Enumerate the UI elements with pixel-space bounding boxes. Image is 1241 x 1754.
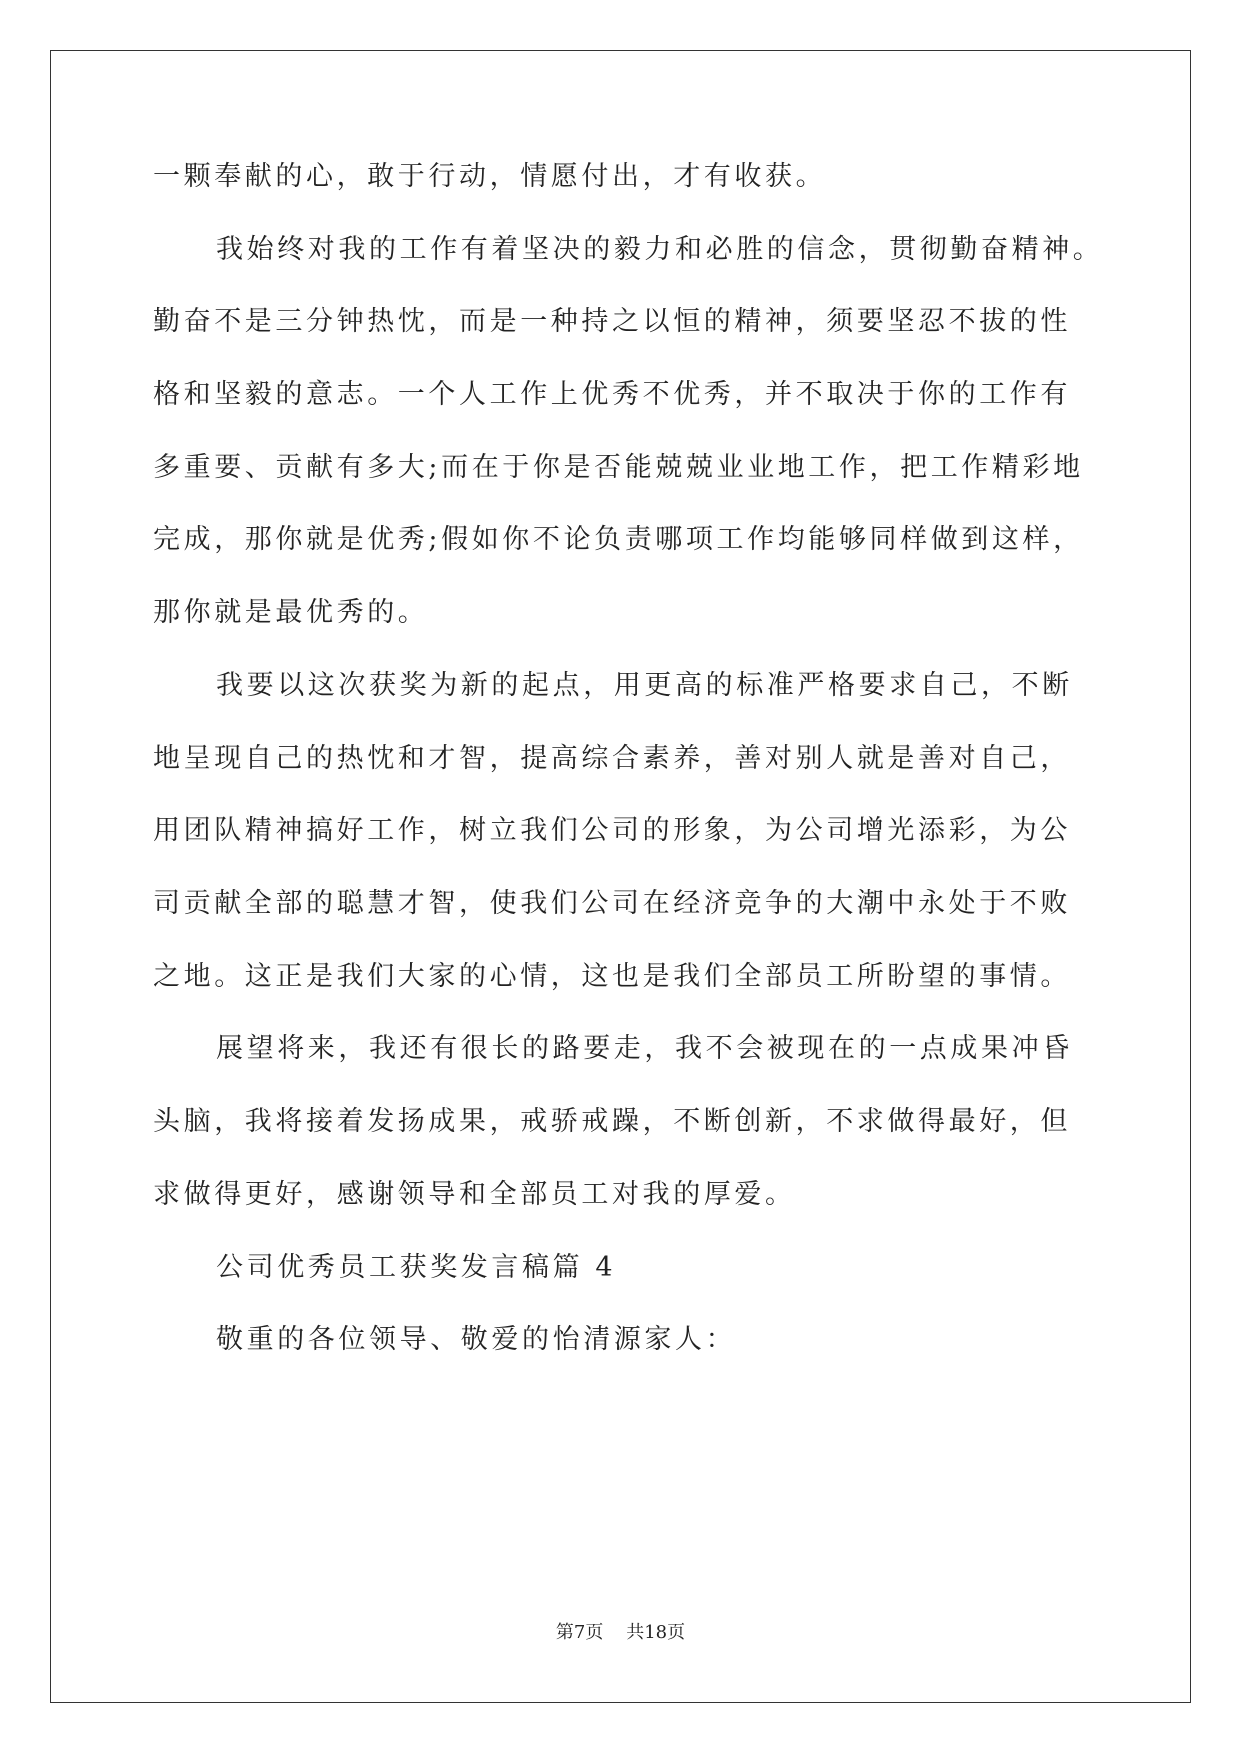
text-line: 头脑，我将接着发扬成果，戒骄戒躁，不断创新，不求做得最好，但 — [153, 1106, 1071, 1137]
text-line: 格和坚毅的意志。一个人工作上优秀不优秀，并不取决于你的工作有 — [153, 379, 1071, 410]
section-heading: 公司优秀员工获奖发言稿篇 4 — [216, 1252, 617, 1283]
page-number: 第7页 共18页 — [555, 1622, 686, 1643]
text-line: 求做得更好，感谢领导和全部员工对我的厚爱。 — [153, 1179, 796, 1210]
text-line: 我要以这次获奖为新的起点，用更高的标准严格要求自己，不断 — [216, 670, 1073, 701]
text-line: 展望将来，我还有很长的路要走，我不会被现在的一点成果冲昏 — [216, 1033, 1073, 1064]
text-line: 勤奋不是三分钟热忱，而是一种持之以恒的精神，须要坚忍不拔的性 — [153, 306, 1071, 337]
text-line: 地呈现自己的热忱和才智，提高综合素养，善对别人就是善对自己， — [153, 743, 1071, 774]
salutation: 敬重的各位领导、敬爱的怡清源家人： — [216, 1324, 737, 1355]
page-frame — [50, 50, 1191, 1703]
text-line: 之地。这正是我们大家的心情，这也是我们全部员工所盼望的事情。 — [153, 961, 1071, 992]
text-line: 司贡献全部的聪慧才智，使我们公司在经济竞争的大潮中永处于不败 — [153, 888, 1071, 919]
text-line: 一颗奉献的心，敢于行动，情愿付出，才有收获。 — [153, 161, 827, 192]
text-line: 完成，那你就是优秀;假如你不论负责哪项工作均能够同样做到这样， — [153, 524, 1084, 555]
text-line: 那你就是最优秀的。 — [153, 597, 429, 628]
text-line: 我始终对我的工作有着坚决的毅力和必胜的信念，贯彻勤奋精神。 — [216, 234, 1104, 265]
text-line: 多重要、贡献有多大;而在于你是否能兢兢业业地工作，把工作精彩地 — [153, 452, 1084, 483]
text-line: 用团队精神搞好工作，树立我们公司的形象，为公司增光添彩，为公 — [153, 815, 1071, 846]
